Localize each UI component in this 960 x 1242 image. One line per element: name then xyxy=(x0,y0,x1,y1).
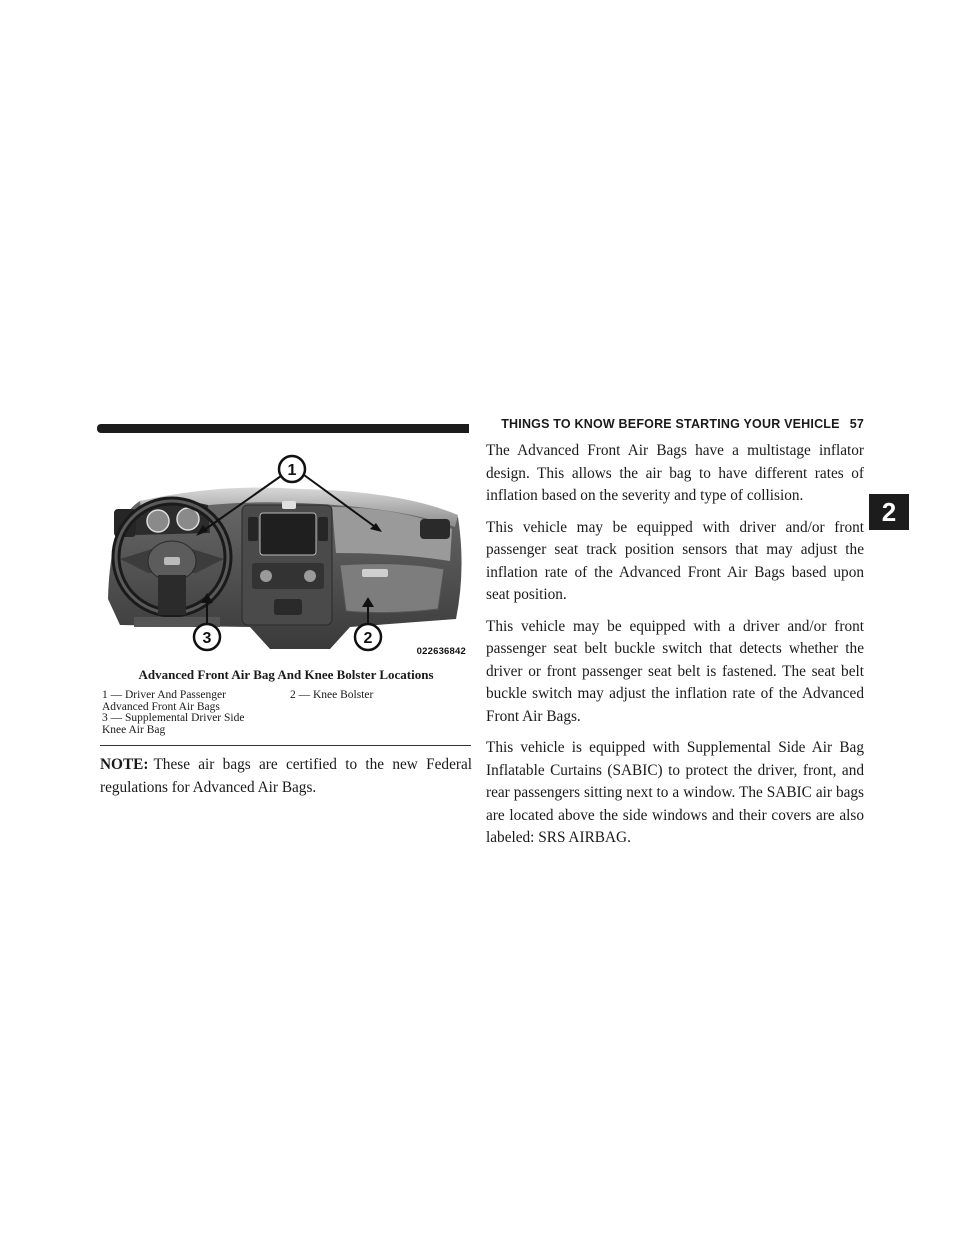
note-block xyxy=(100,754,472,799)
steering-column xyxy=(158,575,186,615)
callout-2-label: 2 xyxy=(363,630,373,647)
storage-bin xyxy=(274,599,302,615)
body-column xyxy=(486,440,864,859)
tachometer xyxy=(177,508,199,530)
clock xyxy=(282,501,296,509)
paragraph-multistage-inflator: The Advanced Front Air Bags have a multistage inflator design. This allows the air bag to have different rates of inflation based on the severity and type of collision. xyxy=(486,442,864,504)
callout-1-label: 1 xyxy=(287,462,297,479)
left-knob xyxy=(260,570,272,582)
figure-legend-left xyxy=(102,690,244,736)
figure-code: 022636842 xyxy=(416,646,466,657)
chapter-tab: 2 xyxy=(869,494,909,530)
paragraph-seat-belt-buckle: This vehicle may be equipped with a driver and/or front passenger seat belt buckle switch that detects whether the driver or front passenger seat belt is fastened. The seat belt buckle switch may adjust the inflation rate of the Advanced Front Air Bags. xyxy=(486,617,864,725)
legend-item-3-line2: Knee Air Bag xyxy=(102,723,166,736)
right-air-vent xyxy=(420,519,450,539)
running-head xyxy=(474,414,864,434)
center-vent-right xyxy=(318,517,328,541)
steering-logo xyxy=(164,557,180,565)
paragraph-sabic: This vehicle is equipped with Supplemental Side Air Bag Inflatable Curtains (SABIC) to protect the driver, front, and rear passengers sitting next to a window. The SABIC air bags are located above the side windows and their covers are also labeled: SRS AIRBAG. xyxy=(486,739,864,846)
right-knob xyxy=(304,570,316,582)
legend-item-3-line1: 3 — Supplemental Driver Side xyxy=(102,712,245,724)
note-text: These air bags are certified to the new Federal regulations for Advanced Air Bags. xyxy=(100,756,472,796)
callout-3-label: 3 xyxy=(202,630,212,647)
legend-item-2: 2 — Knee Bolster xyxy=(290,689,374,701)
legend-item-1-line1: 1 — Driver And Passenger xyxy=(102,689,226,701)
legend-item-1-line2: Advanced Front Air Bags xyxy=(102,700,220,713)
dashboard-illustration xyxy=(100,449,470,661)
paragraph-seat-track-sensors: This vehicle may be equipped with driver and/or front passenger seat track position sensors that may adjust the inflation rate of the Advanced Front Air Bags based upon seat position. xyxy=(486,518,864,603)
figure-caption: Advanced Front Air Bag And Knee Bolster Locations xyxy=(138,667,434,682)
caption-rule xyxy=(100,745,471,746)
center-vent-left xyxy=(248,517,258,541)
glove-box xyxy=(340,564,444,613)
page-number: 57 xyxy=(849,417,864,431)
speedometer xyxy=(147,510,169,532)
note-label: NOTE: xyxy=(100,756,149,773)
dashboard-figure xyxy=(100,449,470,661)
figure-legend-right xyxy=(290,690,373,702)
glove-box-handle xyxy=(362,569,388,577)
touchscreen xyxy=(260,513,316,555)
section-title: THINGS TO KNOW BEFORE STARTING YOUR VEHICLE xyxy=(501,417,840,431)
header-rule-bar xyxy=(97,424,469,433)
